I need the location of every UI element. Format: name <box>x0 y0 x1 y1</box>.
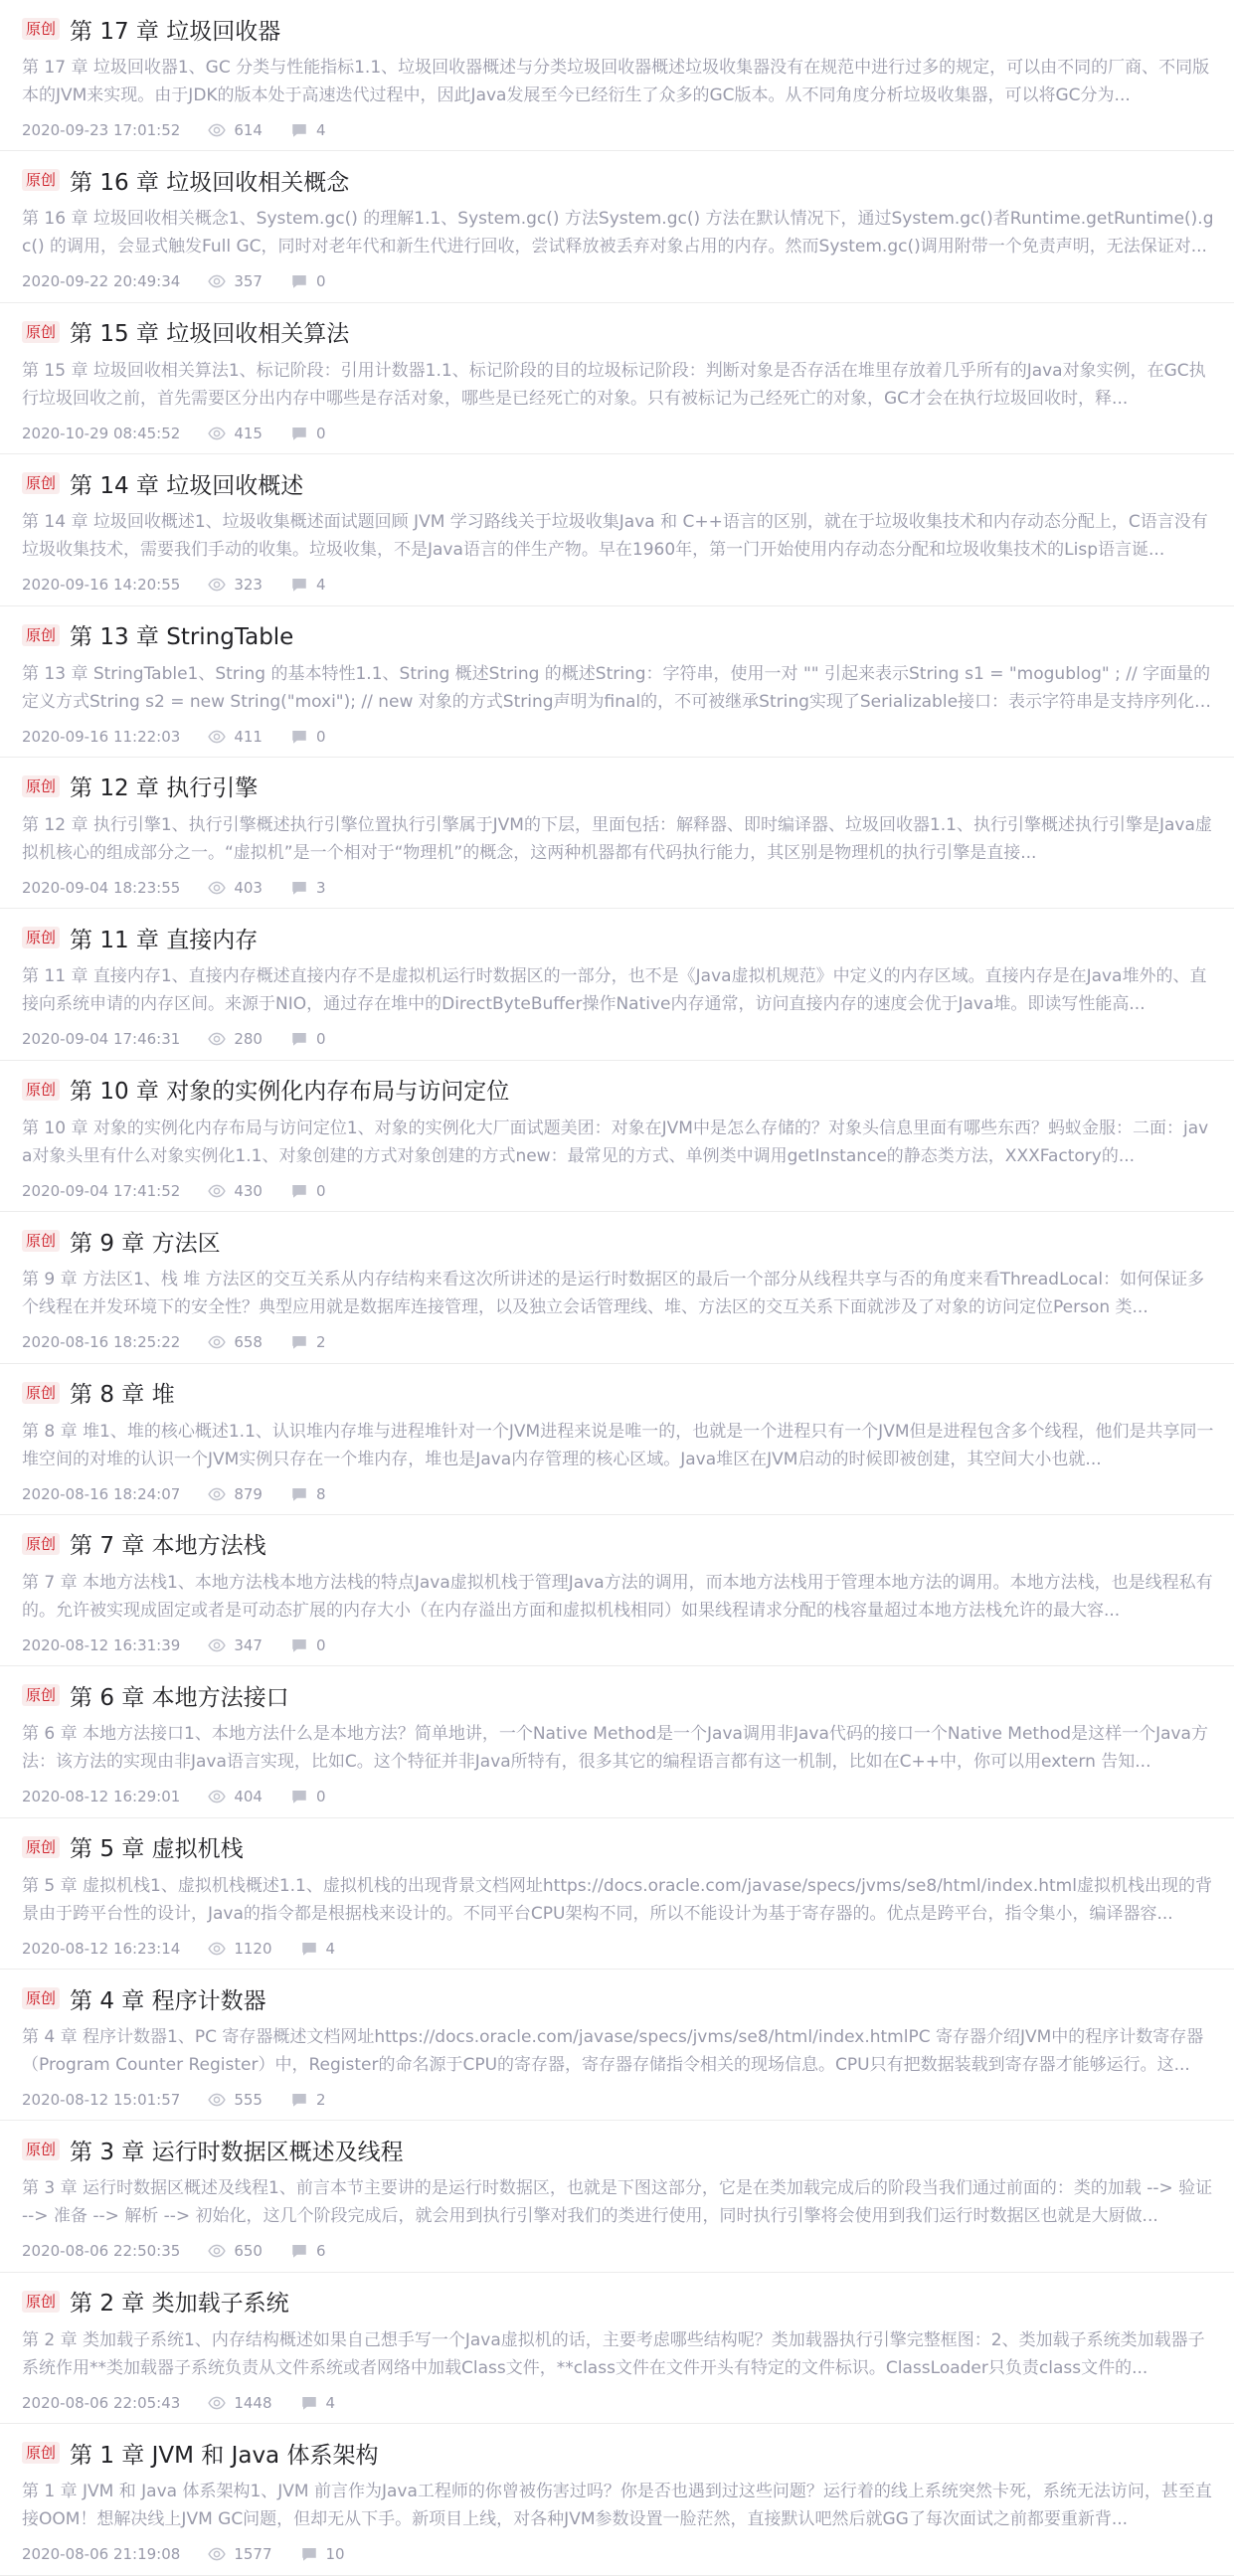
article-summary[interactable]: 第 10 章 对象的实例化内存布局与访问定位1、对象的实例化大厂面试题美团：对象在JVM中是怎么存储的？对象头信息里面有哪些东西？蚂蚁金服：二面：java对象头里有什么对象实例化1.1、对象创建的方式对象创建的方式new：最常见的方式、单例类中调用getInstance的静态类方法，XXXFactory的... <box>22 1117 1209 1166</box>
original-badge: 原创 <box>22 321 60 343</box>
comment-icon <box>290 576 308 594</box>
article-item[interactable] <box>0 454 1234 605</box>
article-summary[interactable]: 第 11 章 直接内存1、直接内存概述直接内存不是虚拟机运行时数据区的一部分，也不是《Java虚拟机规范》中定义的内存区域。直接内存是在Java堆外的、直接向系统申请的内存区间。来源于NIO，通过存在堆中的DirectByteBuffer操作Native内存通常，访问直接内存的速度会优于Java堆。即读写性能高... <box>22 966 1207 1015</box>
read-count <box>208 1788 263 1805</box>
article-meta <box>22 726 1217 748</box>
comment-count-value: 4 <box>325 2393 336 2412</box>
read-count-value: 347 <box>234 1635 263 1654</box>
article-title-row[interactable] <box>22 2438 1217 2468</box>
article-summary[interactable]: 第 5 章 虚拟机栈1、虚拟机栈概述1.1、虚拟机栈的出现背景文档网址https://docs.oracle.com/javase/specs/jvms/se8/html/index.html虚拟机栈出现的背景由于跨平台性的设计，Java的指令都是根据栈来设计的。不同平台CPU架构不同，所以不能设计为基于寄存器的。优点是跨平台，指令集小，编译器容... <box>22 1875 1212 1924</box>
article-date: 2020-08-06 21:19:08 <box>22 2545 181 2564</box>
comment-count-value: 0 <box>315 1635 326 1654</box>
article-meta <box>22 2089 1217 2111</box>
article-date: 2020-09-04 17:46:31 <box>22 1030 181 1049</box>
article-title[interactable]: 第 12 章 执行引擎 <box>70 775 259 802</box>
read-count-value: 357 <box>234 272 263 291</box>
comment-count-value: 4 <box>325 1939 336 1958</box>
read-count-value: 1120 <box>234 1939 272 1958</box>
comment-count-value: 2 <box>315 2091 326 2110</box>
article-summary[interactable]: 第 8 章 堆1、堆的核心概述1.1、认识堆内存堆与进程堆针对一个JVM进程来说是唯一的，也就是一个进程只有一个JVM但是进程包含多个线程，他们是共享同一堆空间的对堆的认识一个JVM实例只存在一个堆内存，堆也是Java内存管理的核心区域。Java堆区在JVM启动的时候即被创建，其空间大小也就... <box>22 1421 1214 1469</box>
read-count <box>208 1030 263 1048</box>
article-summary[interactable]: 第 1 章 JVM 和 Java 体系架构1、JVM 前言作为Java工程师的你曾被伤害过吗？你是否也遇到过这些问题？运行着的线上系统突然卡死，系统无法访问，甚至直接OOM！想解决线上JVM GC问题，但却无从下手。新项目上线，对各种JVM参数设置一脸茫然，直接默认吧然后就GG了每次面试之前都要重新背... <box>22 2482 1212 2530</box>
read-count <box>208 1333 263 1351</box>
article-title[interactable]: 第 4 章 程序计数器 <box>70 1987 266 2014</box>
article-meta <box>22 2543 1217 2565</box>
comment-count <box>290 2091 326 2109</box>
read-count <box>208 728 263 746</box>
eye-icon <box>208 425 226 442</box>
article-summary[interactable]: 第 17 章 垃圾回收器1、GC 分类与性能指标1.1、垃圾回收器概述与分类垃圾回收器概述垃圾收集器没有在规范中进行过多的规定，可以由不同的厂商、不同版本的JVM来实现。由于JDK的版本处于高速迭代过程中，因此Java发展至今已经衍生了众多的GC版本。从不同角度分析垃圾收集器，可以将GC分为... <box>22 58 1210 105</box>
article-summary[interactable]: 第 15 章 垃圾回收相关算法1、标记阶段：引用计数器1.1、标记阶段的目的垃圾标记阶段：判断对象是否存活在堆里存放着几乎所有的Java对象实例，在GC执行垃圾回收之前，首先需要区分出内存中哪些是存活对象，哪些是已经死亡的对象。只有被标记为己经死亡的对象，GC才会在执行垃圾回收时，释... <box>22 360 1206 409</box>
original-badge: 原创 <box>22 2291 60 2313</box>
eye-icon <box>208 728 226 746</box>
article-title-row[interactable] <box>22 1529 1217 1559</box>
comment-icon <box>290 1030 308 1048</box>
original-badge: 原创 <box>22 1079 60 1101</box>
original-badge: 原创 <box>22 1684 60 1706</box>
article-title[interactable]: 第 15 章 垃圾回收相关算法 <box>70 321 350 348</box>
article-title-row[interactable] <box>22 468 1217 498</box>
article-meta <box>22 877 1217 899</box>
article-date: 2020-08-06 22:05:43 <box>22 2393 181 2412</box>
original-badge: 原创 <box>22 624 60 646</box>
comment-count-value: 0 <box>315 1030 326 1049</box>
article-item[interactable] <box>0 151 1234 302</box>
article-title-row[interactable] <box>22 1226 1217 1256</box>
article-item[interactable] <box>0 303 1234 454</box>
read-count-value: 404 <box>234 1788 263 1806</box>
article-date: 2020-09-04 17:41:52 <box>22 1181 181 1200</box>
article-summary[interactable]: 第 14 章 垃圾回收概述1、垃圾收集概述面试题回顾 JVM 学习路线关于垃圾收集Java 和 C++语言的区别，就在于垃圾收集技术和内存动态分配上，C语言没有垃圾收集技术，需要我们手动的收集。垃圾收集，不是Java语言的伴生产物。早在1960年，第一门开始使用内存动态分配和垃圾收集技术的Lisp语言诞... <box>22 512 1208 561</box>
article-summary[interactable]: 第 9 章 方法区1、栈 堆 方法区的交互关系从内存结构来看这次所讲述的是运行时数据区的最后一个部分从线程共享与否的角度来看ThreadLocal：如何保证多个线程在并发环境下的安全性？典型应用就是数据库连接管理，以及独立会话管理线、堆、方法区的交互关系下面就涉及了对象的访问定位Person 类... <box>22 1270 1205 1318</box>
comment-icon <box>290 425 308 442</box>
article-date: 2020-08-16 18:25:22 <box>22 1333 181 1352</box>
article-date: 2020-09-04 18:23:55 <box>22 878 181 897</box>
original-badge: 原创 <box>22 169 60 191</box>
comment-count <box>290 425 326 442</box>
read-count <box>208 2242 263 2260</box>
article-date: 2020-08-06 22:50:35 <box>22 2242 181 2261</box>
eye-icon <box>208 272 226 290</box>
comment-count-value: 0 <box>315 272 326 291</box>
article-title-row[interactable] <box>22 2287 1217 2317</box>
read-count <box>208 272 263 290</box>
comment-count-value: 6 <box>315 2242 326 2261</box>
read-count-value: 403 <box>234 878 263 897</box>
read-count <box>208 1182 263 1200</box>
comment-count <box>290 576 326 594</box>
comment-count-value: 0 <box>315 424 326 442</box>
comment-count-value: 10 <box>325 2545 345 2564</box>
read-count <box>208 1636 263 1654</box>
article-item[interactable] <box>0 2273 1234 2424</box>
article-summary[interactable]: 第 13 章 StringTable1、String 的基本特性1.1、String 概述String 的概述String：字符串，使用一对 "" 引起来表示String s1 = "mogublog" ; // 字面量的定义方式String s2 = new String("moxi"); // new 对象的方式String声明为final的，不可被继承String实现了Serializable接口：表示字符串是支持序列化 <box>22 663 1211 712</box>
article-meta <box>22 1938 1217 1960</box>
original-badge: 原创 <box>22 927 60 948</box>
article-date: 2020-09-16 14:20:55 <box>22 576 181 595</box>
article-title[interactable]: 第 11 章 直接内存 <box>70 927 259 953</box>
article-date: 2020-10-29 08:45:52 <box>22 424 181 442</box>
read-count-value: 280 <box>234 1030 263 1049</box>
read-count <box>208 2545 271 2563</box>
comment-count <box>300 2545 345 2563</box>
comment-count <box>300 1940 336 1958</box>
article-title-row[interactable] <box>22 14 1217 44</box>
comment-count <box>290 879 326 897</box>
article-title-row[interactable] <box>22 2135 1217 2164</box>
article-date: 2020-09-22 20:49:34 <box>22 272 181 291</box>
article-title[interactable]: 第 6 章 本地方法接口 <box>70 1684 289 1711</box>
eye-icon <box>208 1333 226 1351</box>
article-item[interactable] <box>0 1818 1234 1970</box>
article-item[interactable] <box>0 606 1234 758</box>
article-title[interactable]: 第 14 章 垃圾回收概述 <box>70 472 304 499</box>
comment-count <box>290 1636 326 1654</box>
article-title-row[interactable] <box>22 1378 1217 1408</box>
article-item[interactable] <box>0 1515 1234 1666</box>
article-meta <box>22 1786 1217 1807</box>
read-count <box>208 2091 263 2109</box>
article-meta <box>22 1634 1217 1656</box>
original-badge: 原创 <box>22 1230 60 1252</box>
comment-count <box>290 1182 326 1200</box>
comment-icon <box>290 728 308 746</box>
comment-count <box>290 1485 326 1503</box>
article-date: 2020-08-16 18:24:07 <box>22 1484 181 1503</box>
article-title-row[interactable] <box>22 1983 1217 2013</box>
original-badge: 原创 <box>22 1836 60 1858</box>
article-item[interactable] <box>0 1061 1234 1212</box>
eye-icon <box>208 1788 226 1805</box>
comment-count-value: 8 <box>315 1484 326 1503</box>
read-count-value: 614 <box>234 121 263 139</box>
article-title-row[interactable] <box>22 1832 1217 1862</box>
article-title-row[interactable] <box>22 923 1217 952</box>
article-date: 2020-08-12 15:01:57 <box>22 2091 181 2110</box>
article-meta <box>22 2392 1217 2414</box>
comment-count <box>290 1788 326 1805</box>
comment-icon <box>290 1182 308 1200</box>
article-item[interactable] <box>0 1970 1234 2121</box>
article-title[interactable]: 第 2 章 类加载子系统 <box>70 2291 289 2318</box>
article-item[interactable] <box>0 1666 1234 1817</box>
original-badge: 原创 <box>22 1533 60 1555</box>
article-title[interactable]: 第 16 章 垃圾回收相关概念 <box>70 169 350 196</box>
comment-icon <box>290 1333 308 1351</box>
comment-icon <box>290 121 308 139</box>
read-count-value: 430 <box>234 1181 263 1200</box>
article-summary[interactable]: 第 4 章 程序计数器1、PC 寄存器概述文档网址https://docs.oracle.com/javase/specs/jvms/se8/html/index.htmlPC 寄存器介绍JVM中的程序计数寄存器（Program Counter Register）中，Register的命名源于CPU的寄存器，寄存器存储指令相关的现场信息。CPU只有把数据装载到寄存器才能够运行。这... <box>22 2027 1204 2076</box>
comment-count <box>290 1030 326 1048</box>
original-badge: 原创 <box>22 1382 60 1404</box>
read-count <box>208 879 263 897</box>
comment-count <box>290 1333 326 1351</box>
original-badge: 原创 <box>22 775 60 797</box>
article-title[interactable]: 第 1 章 JVM 和 Java 体系架构 <box>70 2442 379 2469</box>
eye-icon <box>208 1636 226 1654</box>
article-item[interactable] <box>0 1212 1234 1363</box>
article-title[interactable]: 第 17 章 垃圾回收器 <box>70 18 281 45</box>
article-title-row[interactable] <box>22 772 1217 801</box>
comment-count <box>290 272 326 290</box>
read-count <box>208 425 263 442</box>
comment-count-value: 0 <box>315 1181 326 1200</box>
read-count <box>208 576 263 594</box>
article-date: 2020-08-12 16:23:14 <box>22 1939 181 1958</box>
article-title-row[interactable] <box>22 317 1217 347</box>
comment-count-value: 4 <box>315 576 326 595</box>
comment-icon <box>300 2394 318 2412</box>
read-count-value: 415 <box>234 424 263 442</box>
read-count <box>208 1485 263 1503</box>
read-count <box>208 1940 271 1958</box>
eye-icon <box>208 576 226 594</box>
eye-icon <box>208 1182 226 1200</box>
comment-count-value: 0 <box>315 1788 326 1806</box>
article-title[interactable]: 第 5 章 虚拟机栈 <box>70 1836 244 1863</box>
comment-icon <box>290 1636 308 1654</box>
comment-count-value: 3 <box>315 878 326 897</box>
read-count-value: 1448 <box>234 2393 272 2412</box>
comment-count-value: 2 <box>315 1333 326 1352</box>
article-item[interactable] <box>0 0 1234 151</box>
article-title-row[interactable] <box>22 1680 1217 1710</box>
eye-icon <box>208 2242 226 2260</box>
article-title[interactable]: 第 9 章 方法区 <box>70 1230 221 1257</box>
article-meta <box>22 1483 1217 1505</box>
read-count <box>208 2394 271 2412</box>
article-summary[interactable]: 第 6 章 本地方法接口1、本地方法什么是本地方法？简单地讲，一个Native Method是一个Java调用非Java代码的接口一个Native Method是这样一个Java方法：该方法的实现由非Java语言实现，比如C。这个特征并非Java所特有，很多其它的编程语言都有这一机制，比如在C++中，你可以用extern 告知... <box>22 1724 1208 1773</box>
article-item[interactable] <box>0 2424 1234 2575</box>
article-summary[interactable]: 第 2 章 类加载子系统1、内存结构概述如果自己想手写一个Java虚拟机的话，主要考虑哪些结构呢？类加载器执行引擎完整框图：2、类加载子系统类加载器子系统作用**类加载器子系统负责从文件系统或者网络中加载Class文件，**class文件在文件开头有特定的文件标识。ClassLoader只负责class文件的... <box>22 2329 1205 2378</box>
eye-icon <box>208 1030 226 1048</box>
article-title[interactable]: 第 8 章 堆 <box>70 1382 175 1409</box>
comment-icon <box>290 272 308 290</box>
article-meta <box>22 423 1217 444</box>
article-date: 2020-08-12 16:29:01 <box>22 1788 181 1806</box>
article-title[interactable]: 第 3 章 运行时数据区概述及线程 <box>70 2139 404 2165</box>
read-count-value: 555 <box>234 2091 263 2110</box>
comment-icon <box>290 1788 308 1805</box>
eye-icon <box>208 2545 226 2563</box>
comment-icon <box>290 879 308 897</box>
original-badge: 原创 <box>22 1987 60 2009</box>
read-count-value: 879 <box>234 1484 263 1503</box>
comment-count-value: 4 <box>315 121 326 139</box>
eye-icon <box>208 879 226 897</box>
article-meta <box>22 270 1217 292</box>
eye-icon <box>208 121 226 139</box>
eye-icon <box>208 2091 226 2109</box>
eye-icon <box>208 1940 226 1958</box>
comment-icon <box>290 2091 308 2109</box>
article-title-row[interactable] <box>22 165 1217 195</box>
article-item[interactable] <box>0 1364 1234 1515</box>
article-item[interactable] <box>0 758 1234 909</box>
article-title-row[interactable] <box>22 620 1217 650</box>
article-meta <box>22 119 1217 141</box>
article-date: 2020-09-23 17:01:52 <box>22 121 181 139</box>
article-title-row[interactable] <box>22 1075 1217 1105</box>
comment-count-value: 0 <box>315 727 326 746</box>
original-badge: 原创 <box>22 18 60 40</box>
comment-icon <box>290 1485 308 1503</box>
read-count <box>208 121 263 139</box>
read-count-value: 323 <box>234 576 263 595</box>
article-meta <box>22 2240 1217 2262</box>
comment-count <box>290 121 326 139</box>
read-count-value: 650 <box>234 2242 263 2261</box>
article-item[interactable] <box>0 909 1234 1060</box>
article-summary[interactable]: 第 7 章 本地方法栈1、本地方法栈本地方法栈的特点Java虚拟机栈于管理Java方法的调用，而本地方法栈用于管理本地方法的调用。本地方法栈，也是线程私有的。允许被实现成固定或者是可动态扩展的内存大小（在内存溢出方面和虚拟机栈相同）如果线程请求分配的栈容量超过本地方法栈允许的最大容... <box>22 1572 1213 1621</box>
article-title[interactable]: 第 7 章 本地方法栈 <box>70 1533 266 1560</box>
read-count-value: 658 <box>234 1333 263 1352</box>
article-title[interactable]: 第 10 章 对象的实例化内存布局与访问定位 <box>70 1079 510 1106</box>
article-meta <box>22 1028 1217 1050</box>
article-item[interactable] <box>0 2121 1234 2272</box>
comment-icon <box>290 2242 308 2260</box>
article-summary[interactable]: 第 3 章 运行时数据区概述及线程1、前言本节主要讲的是运行时数据区，也就是下图这部分，它是在类加载完成后的阶段当我们通过前面的：类的加载 --> 验证 --> 准备 --> 解析 --> 初始化，这几个阶段完成后，就会用到执行引擎对我们的类进行使用，同时执行引擎将会使用到我们运行时数据区也就是大厨做... <box>22 2178 1213 2227</box>
eye-icon <box>208 1485 226 1503</box>
article-date: 2020-09-16 11:22:03 <box>22 727 181 746</box>
article-meta <box>22 1331 1217 1353</box>
original-badge: 原创 <box>22 2442 60 2464</box>
article-summary[interactable]: 第 16 章 垃圾回收相关概念1、System.gc() 的理解1.1、System.gc() 方法System.gc() 方法在默认情况下，通过System.gc()者Runtime.getRuntime().gc() 的调用，会显式触发Full GC，同时对老年代和新生代进行回收，尝试释放被丢弃对象占用的内存。然而System.gc()调用附带一个免责声明，无法保证对... <box>22 209 1214 258</box>
article-title[interactable]: 第 13 章 StringTable <box>70 624 294 651</box>
comment-icon <box>300 1940 318 1958</box>
read-count-value: 411 <box>234 727 263 746</box>
comment-count <box>300 2394 336 2412</box>
article-summary[interactable]: 第 12 章 执行引擎1、执行引擎概述执行引擎位置执行引擎属于JVM的下层，里面包括：解释器、即时编译器、垃圾回收器1.1、执行引擎概述执行引擎是Java虚拟机核心的组成部分之一。“虚拟机”是一个相对于“物理机”的概念，这两种机器都有代码执行能力，其区别是物理机的执行引擎是直接... <box>22 814 1212 863</box>
comment-count <box>290 728 326 746</box>
article-meta <box>22 1180 1217 1202</box>
article-meta <box>22 574 1217 596</box>
original-badge: 原创 <box>22 2139 60 2160</box>
eye-icon <box>208 2394 226 2412</box>
read-count-value: 1577 <box>234 2545 272 2564</box>
comment-icon <box>300 2545 318 2563</box>
original-badge: 原创 <box>22 472 60 494</box>
comment-count <box>290 2242 326 2260</box>
article-date: 2020-08-12 16:31:39 <box>22 1635 181 1654</box>
